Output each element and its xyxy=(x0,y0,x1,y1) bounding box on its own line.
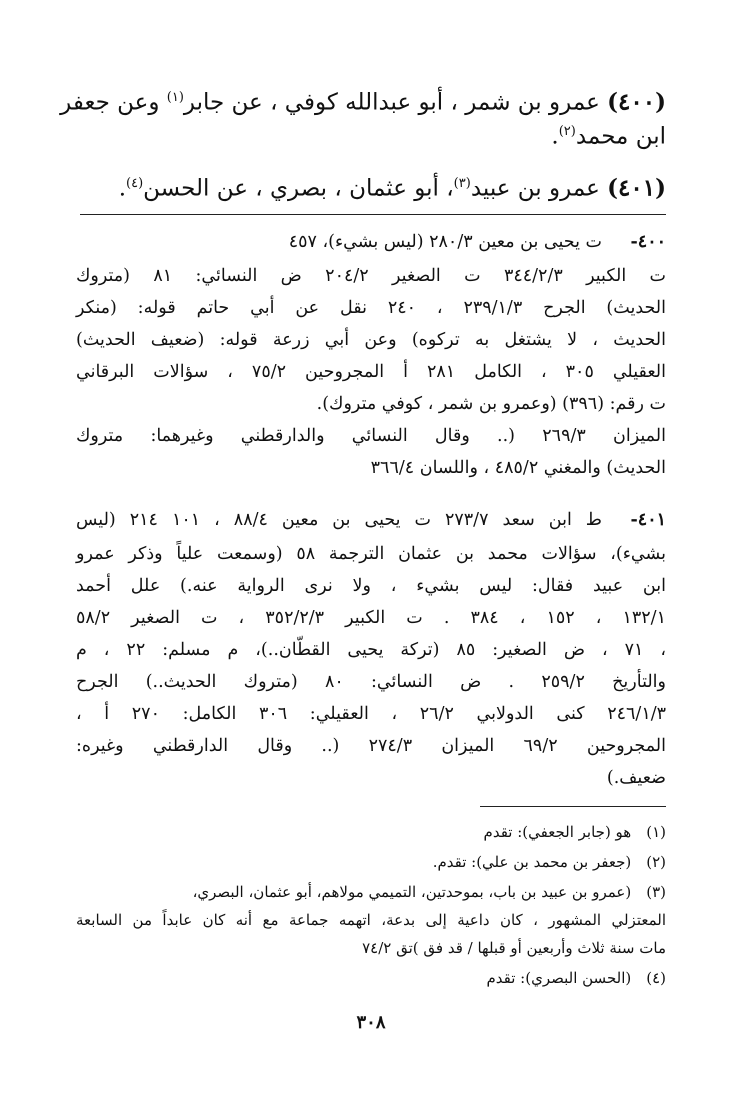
page-number: ٣٠٨ xyxy=(356,1012,386,1033)
note-line: ١٣٢/١ ، ١٥٢ ، ٣٨٤ . ت الكبير ٣٥٢/٢/٣ ، ت الصغير ٥٨/٢ xyxy=(76,608,666,628)
entry-number: (٤٠١) xyxy=(607,174,666,202)
note-line: الميزان ٢٦٩/٣ (.. وقال النسائي والدارقطني وغيرهما: متروك xyxy=(76,426,666,446)
note-line: ضعيف.) xyxy=(606,768,666,788)
footnote-number: (١) xyxy=(646,823,666,841)
entry-text: ابن محمد xyxy=(575,123,666,150)
entry-text: وعن جعفر xyxy=(60,89,160,116)
note-line: ابن عبيد فقال: ليس بشيء ، ولا نرى الرواية عنه.) علل أحمد xyxy=(76,576,666,596)
note-line: المجروحين ٦٩/٢ الميزان ٢٧٤/٣ (.. وقال الدارقطني وغيره: xyxy=(76,736,667,756)
section-divider xyxy=(80,214,666,215)
footnote-marker[interactable]: (٤) xyxy=(126,176,144,191)
note-400-body xyxy=(76,260,666,484)
footnote-divider xyxy=(480,806,666,807)
footnote-number: (٤) xyxy=(646,969,666,987)
note-line: ، ٧١ ، ض الصغير: ٨٥ (تركة يحيى القطّان..)، م مسلم: ٢٢ ، م xyxy=(76,640,667,660)
footnote-number: (٣) xyxy=(646,883,666,901)
note-line: الحديث) الجرح ٢٣٩/١/٣ ، ٢٤٠ نقل عن أبي حاتم قوله: (منكر xyxy=(76,298,666,318)
note-first-line: ط ابن سعد ٢٧٣/٧ ت يحيى بن معين ٨٨/٤ ، ١٠١ ٢١٤ (ليس xyxy=(76,510,602,530)
note-line: والتأريخ ٢٥٩/٢ . ض النسائي: ٨٠ (متروك الحديث..) الجرح xyxy=(76,672,666,692)
entry-400-line-1 xyxy=(60,82,666,119)
entry-text: . xyxy=(551,123,559,150)
entry-text: عمرو بن شمر ، أبو عبدالله كوفي ، عن جابر xyxy=(183,89,600,116)
footnote-marker[interactable]: (٢) xyxy=(558,124,576,139)
note-code: ٤٠٠- xyxy=(630,232,666,252)
entry-number: (٤٠٠) xyxy=(607,88,666,116)
footnote-text: (الحسن البصري): تقدم xyxy=(486,969,632,987)
entry-400-line-2 xyxy=(551,116,666,153)
footnote-4 xyxy=(76,964,666,992)
note-line: الحديث) والمغني ٤٨٥/٢ ، واللسان ٣٦٦/٤ xyxy=(370,458,666,478)
footnote-marker[interactable]: (١) xyxy=(166,90,184,105)
footnote-3-continuation: المعتزلي المشهور ، كان داعية إلى بدعة، اتهمه جماعة مع أنه كان عابداً من السابعة xyxy=(76,911,666,929)
footnote-3-last-line: مات سنة ثلاث وأربعين أو قبلها / قد فق )تق ٧٤/٢ xyxy=(362,939,666,957)
entry-text: ، أبو عثمان ، بصري ، عن الحسن xyxy=(143,175,454,202)
note-line: بشيء)، سؤالات محمد بن عثمان الترجمة ٥٨ (وسمعت علياً وذكر عمرو xyxy=(76,544,666,564)
note-code: ٤٠١- xyxy=(630,510,666,530)
note-line: ٢٤٦/١/٣ كنى الدولابي ٢٦/٢ ، العقيلي: ٣٠٦ الكامل: ٢٧٠ أ ، xyxy=(76,704,667,724)
footnote-number: (٢) xyxy=(646,853,666,871)
footnote-1 xyxy=(76,818,666,846)
entry-401-line-1 xyxy=(119,168,666,205)
entry-text: عمرو بن عبيد xyxy=(470,175,600,202)
footnote-2 xyxy=(76,848,666,876)
footnote-marker[interactable]: (٣) xyxy=(453,176,471,191)
note-line: الحديث ، لا يشتغل به تركوه) وعن أبي زرعة قوله: (ضعيف الحديث) xyxy=(76,330,666,350)
note-line: ت رقم: (٣٩٦) (وعمرو بن شمر ، كوفي متروك). xyxy=(316,394,666,414)
footnote-text: هو (جابر الجعفي): تقدم xyxy=(483,823,632,841)
footnote-text: (جعفر بن محمد بن علي): تقدم. xyxy=(432,853,632,871)
note-first-line: ت يحيى بن معين ٢٨٠/٣ (ليس بشيء)، ٤٥٧ xyxy=(288,232,602,252)
note-401-body xyxy=(76,538,666,794)
note-line: العقيلي ٣٠٥ ، الكامل ٢٨١ أ المجروحين ٧٥/٢ ، سؤالات البرقاني xyxy=(76,362,666,382)
footnote-text: (عمرو بن عبيد بن باب، بموحدتين، التميمي مولاهم، أبو عثمان، البصري، xyxy=(192,883,632,901)
entry-text: . xyxy=(118,175,126,202)
note-line: ت الكبير ٣٤٤/٢/٣ ت الصغير ٢٠٤/٢ ض النسائي: ٨١ (متروك xyxy=(76,266,666,286)
footnote-3 xyxy=(76,878,666,906)
